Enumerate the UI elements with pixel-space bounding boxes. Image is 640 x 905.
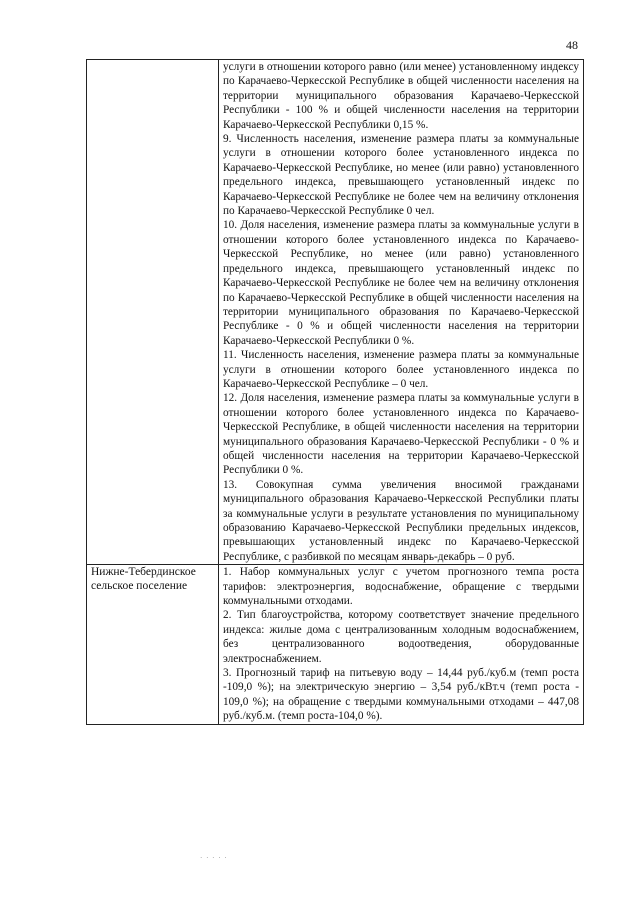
indicators-cell (219, 565, 584, 724)
paragraph: 11. Численность населения, изменение размера платы за коммунальные услуги в отношении которого более установленного индекса по Карачаево-Черкесской Республике – 0 чел. (223, 349, 579, 390)
paragraph: услуги в отношении которого равно (или менее) установленному индексу по Карачаево-Черкесской Республике в общей численности населения на территории муниципального образования Карачаево-Черкесской Республики - 100 % и общей численности населения на территории Карачаево-Черкесской Республики 0,15 %. (223, 61, 579, 131)
table-row (87, 565, 584, 724)
paragraph: 1. Набор коммунальных услуг с учетом прогнозного темпа роста тарифов: электроэнергия, водоснабжение, обращение с твердыми коммунальными отходами. (223, 566, 579, 608)
paragraph: 9. Численность населения, изменение размера платы за коммунальные услуги в отношении которого более установленного индекса по Карачаево-Черкесской Республике, но менее (или равно) установленного предельного индекса, превышающего установленный индекс по Карачаево-Черкесской Республике не более чем на величину отклонения по Карачаево-Черкесской Республике 0 чел. (223, 133, 579, 218)
page-number: 48 (566, 38, 578, 52)
municipality-cell: Нижне-Тебердинское сельское поселение (87, 565, 219, 724)
municipality-cell (87, 60, 219, 565)
paragraph: 2. Тип благоустройства, которому соответствует значение предельного индекса: жилые дома с централизованным холодным водоснабжением, без централизованного водоотведения, оборудованные электроснабжением. (223, 609, 579, 665)
paragraph: 13. Совокупная сумма увеличения вносимой гражданами муниципального образования Карачаево-Черкесской Республики платы за коммунальные услуги в результате установления по муниципальному образованию Карачаево-Черкесской Республики предельных индексов, превышающих установленный индекс по Карачаево-Черкесской Республике, с разбивкой по месяцам январь-декабрь – 0 руб. (223, 478, 579, 563)
paragraph: 3. Прогнозный тариф на питьевую воду – 14,44 руб./куб.м (темп роста -109,0 %); на электрическую энергию – 3,54 руб./кВт.ч (темп роста - 109,0 %); на обращение с твердыми коммунальными отходами – 447,08 руб./куб.м. (темп роста-104,0 %). (223, 667, 579, 723)
table-row (87, 60, 584, 565)
scan-mark: · · · · · (200, 854, 228, 862)
paragraph: 10. Доля населения, изменение размера платы за коммунальные услуги в отношении которого более установленного индекса по Карачаево-Черкесской Республике, но менее (или равно) установленного предельного индекса, превышающего установленный индекс по Карачаево-Черкесской Республике не более чем на величину отклонения по Карачаево-Черкесской Республике в общей численности населения на территории муниципального образования по Карачаево-Черкесской Республике - 0 % и общей численности населения на территории Карачаево-Черкесской Республики 0 %. (223, 219, 579, 347)
indicators-cell (219, 60, 584, 565)
paragraph: 12. Доля населения, изменение размера платы за коммунальные услуги в отношении которого более установленного индекса по Карачаево-Черкесской Республике, в общей численности населения на территории муниципального образования Карачаево-Черкесской Республики - 0 % и общей численности населения на территории Карачаево-Черкесской Республики 0 %. (223, 392, 579, 477)
indicator-table (86, 59, 584, 725)
